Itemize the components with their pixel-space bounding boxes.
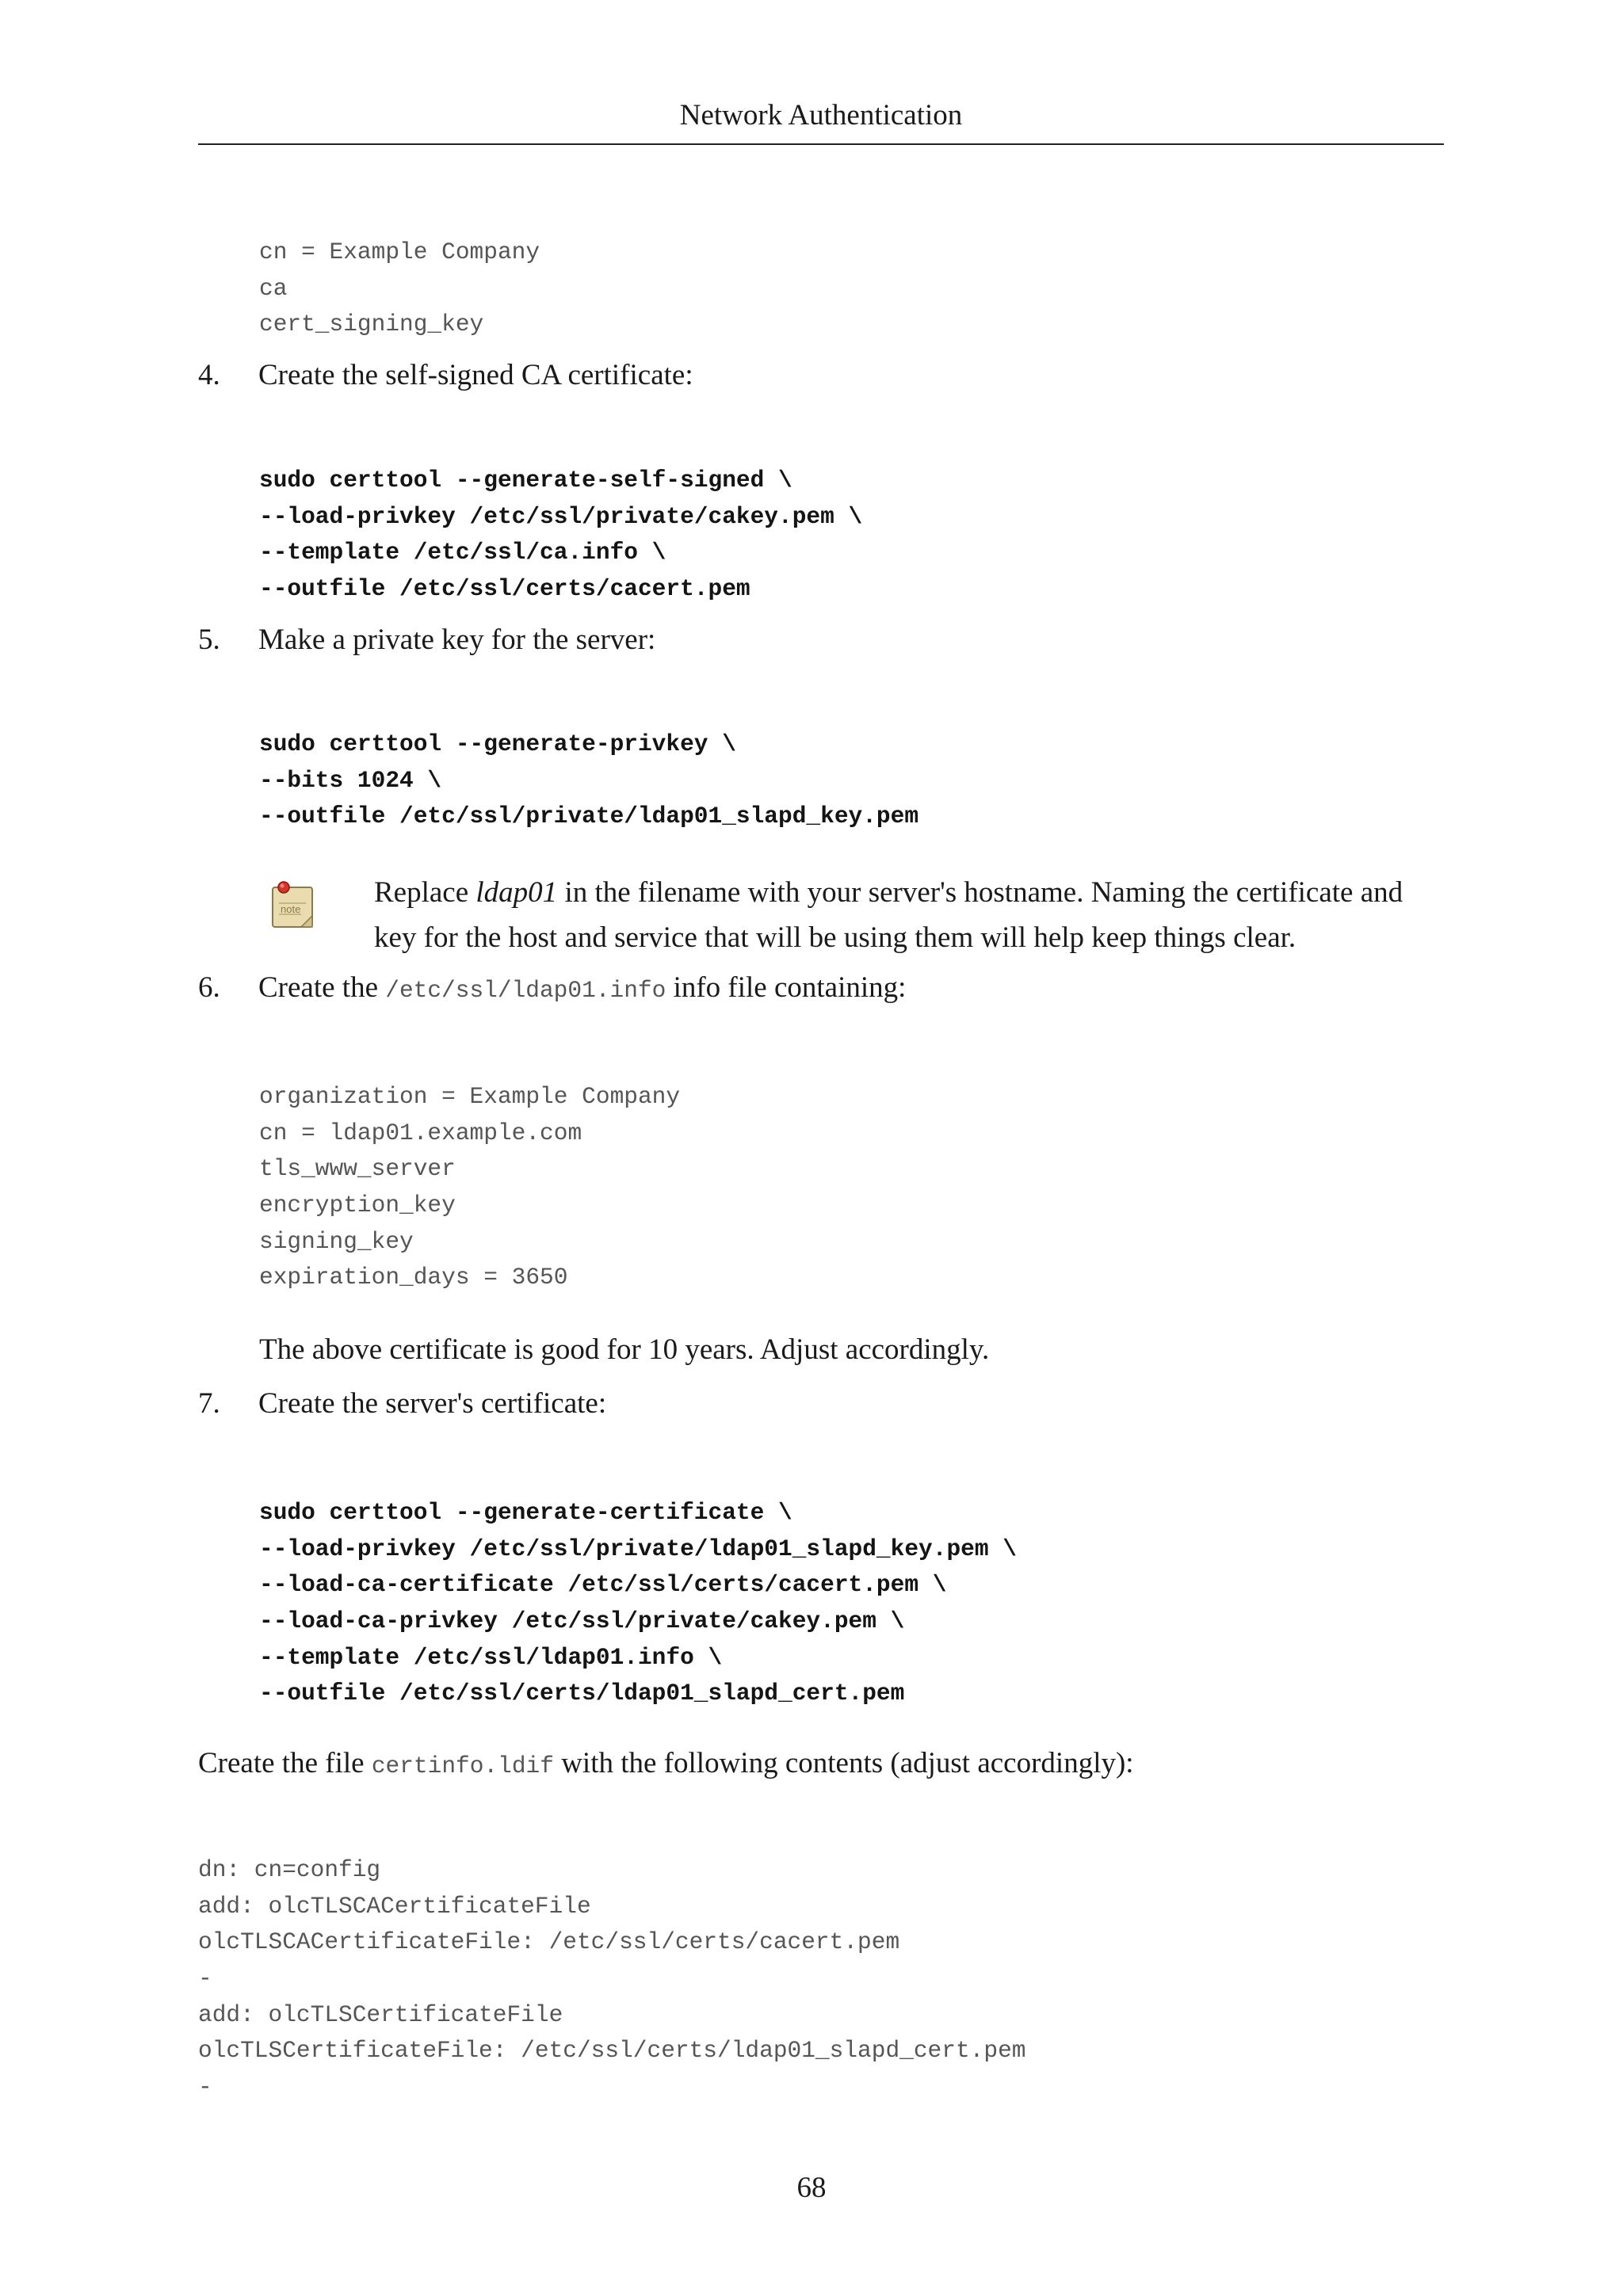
code-line: --load-ca-privkey /etc/ssl/private/cakey.pem \ (259, 1608, 905, 1635)
step-number: 5. (198, 624, 220, 656)
code-line: add: olcTLSCertificateFile (198, 2000, 563, 2028)
code-line: --bits 1024 \ (259, 766, 442, 794)
code-line: - (198, 1965, 212, 1993)
code-line: cert_signing_key (259, 311, 484, 338)
note-text-before: Replace (374, 876, 476, 909)
code-line: organization = Example Company (259, 1083, 681, 1110)
code-line: - (198, 2073, 212, 2101)
validity-paragraph: The above certificate is good for 10 years. Adjust accordingly. (259, 1333, 990, 1366)
code-line: --outfile /etc/ssl/certs/cacert.pem (259, 575, 750, 603)
code-line: dn: cn=config (198, 1856, 381, 1883)
code-line: --template /etc/ssl/ldap01.info \ (259, 1643, 723, 1671)
note-text-after: in the filename with your server's hostname. Naming the certificate and key for the host and service that will be using them will help keep things clear. (374, 876, 1403, 954)
code-line: sudo certtool --generate-privkey \ (259, 730, 736, 757)
ldap01-info-code-block (259, 1079, 680, 1296)
step-6 (198, 971, 906, 1008)
code-line: --load-privkey /etc/ssl/private/cakey.pem \ (259, 502, 863, 530)
note-icon-label: note (281, 903, 301, 915)
code-line: --load-ca-certificate /etc/ssl/certs/cacert.pem \ (259, 1571, 947, 1599)
note-text (374, 870, 1452, 960)
page-number: 68 (796, 2172, 827, 2204)
intro-text-before: Create the file (198, 1747, 372, 1779)
certinfo-ldif-code-block (198, 1852, 1025, 2106)
step-text-after: info file containing: (666, 971, 907, 1004)
code-line: olcTLSCACertificateFile: /etc/ssl/certs/cacert.pem (198, 1928, 900, 1956)
note-icon (269, 879, 315, 930)
page-header-title: Network Authentication (679, 99, 963, 132)
step-7 (198, 1386, 606, 1421)
code-line: tls_www_server (259, 1155, 456, 1183)
step-number: 4. (198, 359, 220, 391)
header-rule (198, 143, 1444, 145)
certinfo-intro-paragraph (198, 1746, 1134, 1783)
code-line: cn = Example Company (259, 238, 540, 265)
code-line: signing_key (259, 1227, 414, 1255)
code-line: --template /etc/ssl/ca.info \ (259, 539, 666, 566)
code-line: --load-privkey /etc/ssl/private/ldap01_slapd_key.pem \ (259, 1535, 1017, 1562)
code-line: --outfile /etc/ssl/private/ldap01_slapd_key.pem (259, 803, 919, 830)
code-line: olcTLSCertificateFile: /etc/ssl/certs/ldap01_slapd_cert.pem (198, 2037, 1026, 2065)
step-number: 7. (198, 1387, 220, 1420)
self-signed-command-block (259, 463, 862, 608)
step-number: 6. (198, 971, 220, 1004)
code-line: cn = ldap01.example.com (259, 1119, 582, 1146)
step-4 (198, 358, 693, 393)
step-5 (198, 623, 655, 658)
note-emphasis: ldap01 (475, 876, 558, 909)
code-line: sudo certtool --generate-certificate \ (259, 1499, 792, 1526)
inline-code-filename: certinfo.ldif (371, 1753, 554, 1779)
privkey-command-block (259, 727, 918, 835)
step-text: Create the self-signed CA certificate: (258, 359, 693, 391)
step-text: Make a private key for the server: (258, 624, 656, 656)
code-line: --outfile /etc/ssl/certs/ldap01_slapd_cert.pem (259, 1680, 905, 1707)
code-line: encryption_key (259, 1192, 456, 1219)
ca-info-code-block (259, 235, 540, 343)
step-text: Create the server's certificate: (258, 1387, 607, 1420)
inline-code-filename: /etc/ssl/ldap01.info (385, 977, 666, 1004)
intro-text-after: with the following contents (adjust accordingly): (553, 1747, 1134, 1779)
code-line: add: olcTLSCACertificateFile (198, 1892, 591, 1920)
code-line: expiration_days = 3650 (259, 1264, 568, 1291)
certificate-command-block (259, 1495, 1017, 1712)
code-line: ca (259, 274, 288, 302)
step-text-before: Create the (258, 971, 386, 1004)
code-line: sudo certtool --generate-self-signed \ (259, 467, 792, 494)
